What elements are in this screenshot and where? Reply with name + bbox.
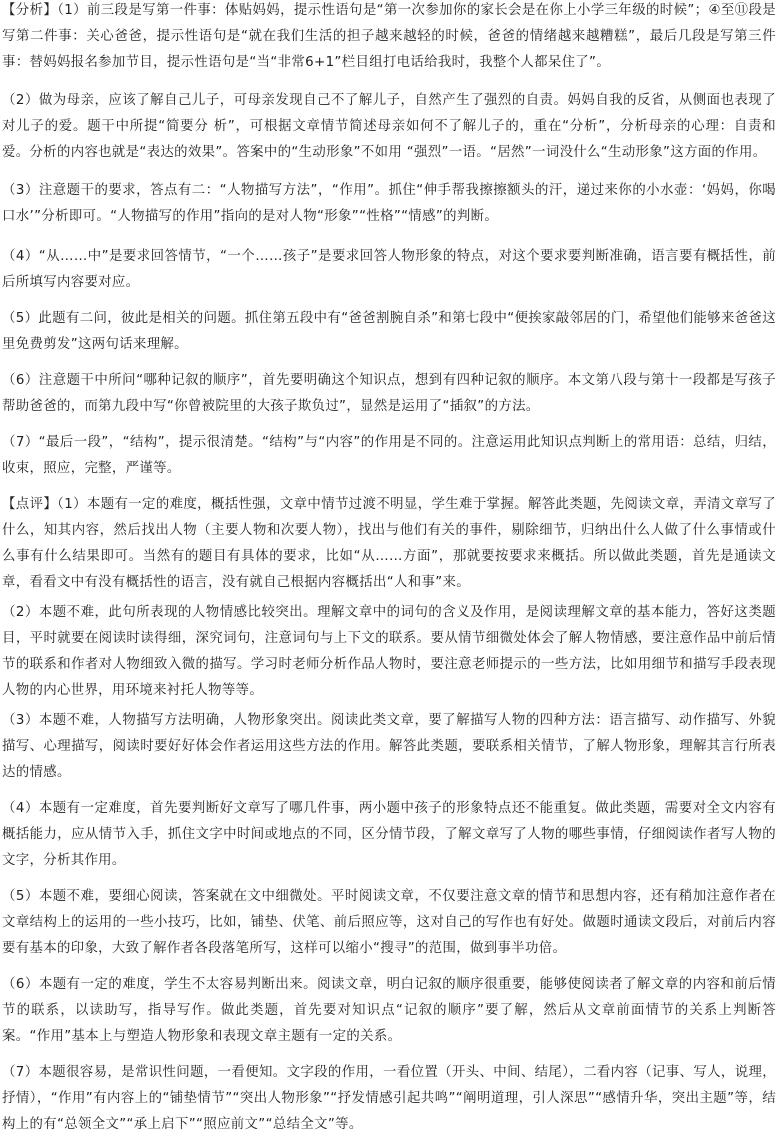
analysis-paragraph-5: （5）此题有二问，彼此是相关的问题。抓住第五段中有“爸爸割腕自杀”和第七段中“便挨家敲邻居的门，希望他们能够来爸爸这里免费剪发”这两句话来理解。 — [2, 311, 776, 352]
analysis-paragraph-3: （3）注意题干的要求，答点有二：“人物描写方法”，“作用”。抓住“伸手帮我擦擦额头的汗，递过来你的小水壶：‘妈妈，你喝口水’”分析即可。“人物描写的作用”指向的是对人物“形象”“性格”“情感”的判断。 — [2, 183, 776, 224]
analysis-paragraph-6: （6）注意题干中所问“哪种记叙的顺序”，首先要明确这个知识点，想到有四种记叙的顺序。本文第八段与第十一段都是写孩子帮助爸爸的，而第九段中写“你曾被院里的大孩子欺负过”，显然是运用了“插叙”的方法。 — [2, 373, 776, 414]
comment-paragraph-1: 【点评】（1）本题有一定的难度，概括性强，文章中情节过渡不明显，学生难于掌握。解答此类题，先阅读文章，弄清文章写了什么，知其内容，然后找出人物（主要人物和次要人物），找出与他们有关的事件，剔除细节，归纳出什么人做了什么事情或什么事有什么结果即可。当然有的题目有具体的要求，比如“从……方面”，那就要按要求来概括。所以做此类题，首先是通读文章，看看文中有没有概括性的语言，没有就自己根据内容概括出“人和事”来。 — [2, 497, 776, 590]
analysis-paragraph-1: 【分析】（1）前三段是写第一件事：体贴妈妈，提示性语句是“第一次参加你的家长会是在你上小学三年级的时候”；④至⑪段是写第二件事：关心爸爸，提示性语句是“就在我们生活的担子越来越轻的时候，爸爸的情绪越来越糟糕”，最后几段是写第三件事：替妈妈报名参加节目，提示性语句是“当“非常6+1”栏目组打电话给我时，我整个人都呆住了”。 — [2, 3, 776, 70]
comment-paragraph-4: （4）本题有一定难度，首先要判断好文章写了哪几件事，两小题中孩子的形象特点还不能重复。做此类题，需要对全文内容有概括能力，应从情节入手，抓住文字中时间或地点的不同，区分情节段，了解文章写了人物的哪些事情，仔细阅读作者写人物的文字，分析其作用。 — [2, 801, 776, 868]
comment-paragraph-6: （6）本题有一定的难度，学生不太容易判断出来。阅读文章，明白记叙的顺序很重要，能够使阅读者了解文章的内容和前后情节的联系，以读助写，指导写作。做此类题，首先要对知识点“记叙的顺序”要了解，然后从文章前面情节的关系上判断答案。“作用”基本上与塑造人物形象和表现文章主题有一定的关系。 — [2, 977, 776, 1044]
analysis-paragraph-2: （2）做为母亲，应该了解自己儿子，可母亲发现自己不了解儿子，自然产生了强烈的自责。妈妈自我的反省，从侧面也表现了对儿子的爱。题干中所提“简要分 析”，可根据文章情节简述母亲如何不了解儿子的，重在“分析”，分析母亲的心理：自责和爱。分析的内容也就是“表达的效果”。答案中的“生动形象”不如用 “强烈”一语。“居然”一词没什么“生动形象”这方面的作用。 — [2, 93, 776, 160]
analysis-paragraph-4: （4）“从……中”是要求回答情节，“一个……孩子”是要求回答人物形象的特点，对这个要求要判断准确，语言要有概括性，前后所填写内容要对应。 — [2, 249, 776, 290]
comment-paragraph-2: （2）本题不难，此句所表现的人物情感比较突出。理解文章中的词句的含义及作用，是阅读理解文章的基本能力，答好这类题目，平时就要在阅读时读得细，深究词句，注意词句与上下文的联系。要从情节细微处体会了解人物情感，要注意作品中前后情节的联系和作者对人物细致入微的描写。学习时老师分析作品人物时，要注意老师提示的一些方法，比如用细节和描写手段表现人物的内心世界，用环境来衬托人物等等。 — [2, 605, 776, 698]
comment-paragraph-5: （5）本题不难，要细心阅读，答案就在文中细微处。平时阅读文章，不仅要注意文章的情节和思想内容，还有稍加注意作者在文章结构上的运用的一些小技巧，比如，铺垫、伏笔、前后照应等，这对自己的写作也有好处。做题时通读文段后，对前后内容要有基本的印象，大致了解作者各段落笔所写，这样可以缩小“搜寻”的范围，做到事半功倍。 — [2, 889, 776, 956]
comment-paragraph-3: （3）本题不难，人物描写方法明确，人物形象突出。阅读此类文章，要了解描写人物的四种方法：语言描写、动作描写、外貌描写、心理描写，阅读时要好好体会作者运用这些方法的作用。解答此类题，要联系相关情节，了解人物形象，理解其言行所表达的情感。 — [2, 713, 776, 780]
comment-paragraph-7: （7）本题很容易，是常识性问题，一看便知。文字段的作用，一看位置（开头、中间、结尾），二看内容（记事、写人，说理，抒情），“作用”有内容上的“铺垫情节”“突出人物形象”“抒发情感引起共鸣”“阐明道理，引人深思”“感情升华，突出主题”等，结构上的有“总领全文”“承上启下”“照应前文”“总结全文”等。 — [2, 1065, 776, 1132]
analysis-paragraph-7: （7）“最后一段”，“结构”，提示很清楚。“结构”与“内容”的作用是不同的。注意运用此知识点判断上的常用语：总结，归结，收束，照应，完整，严谨等。 — [2, 435, 776, 476]
